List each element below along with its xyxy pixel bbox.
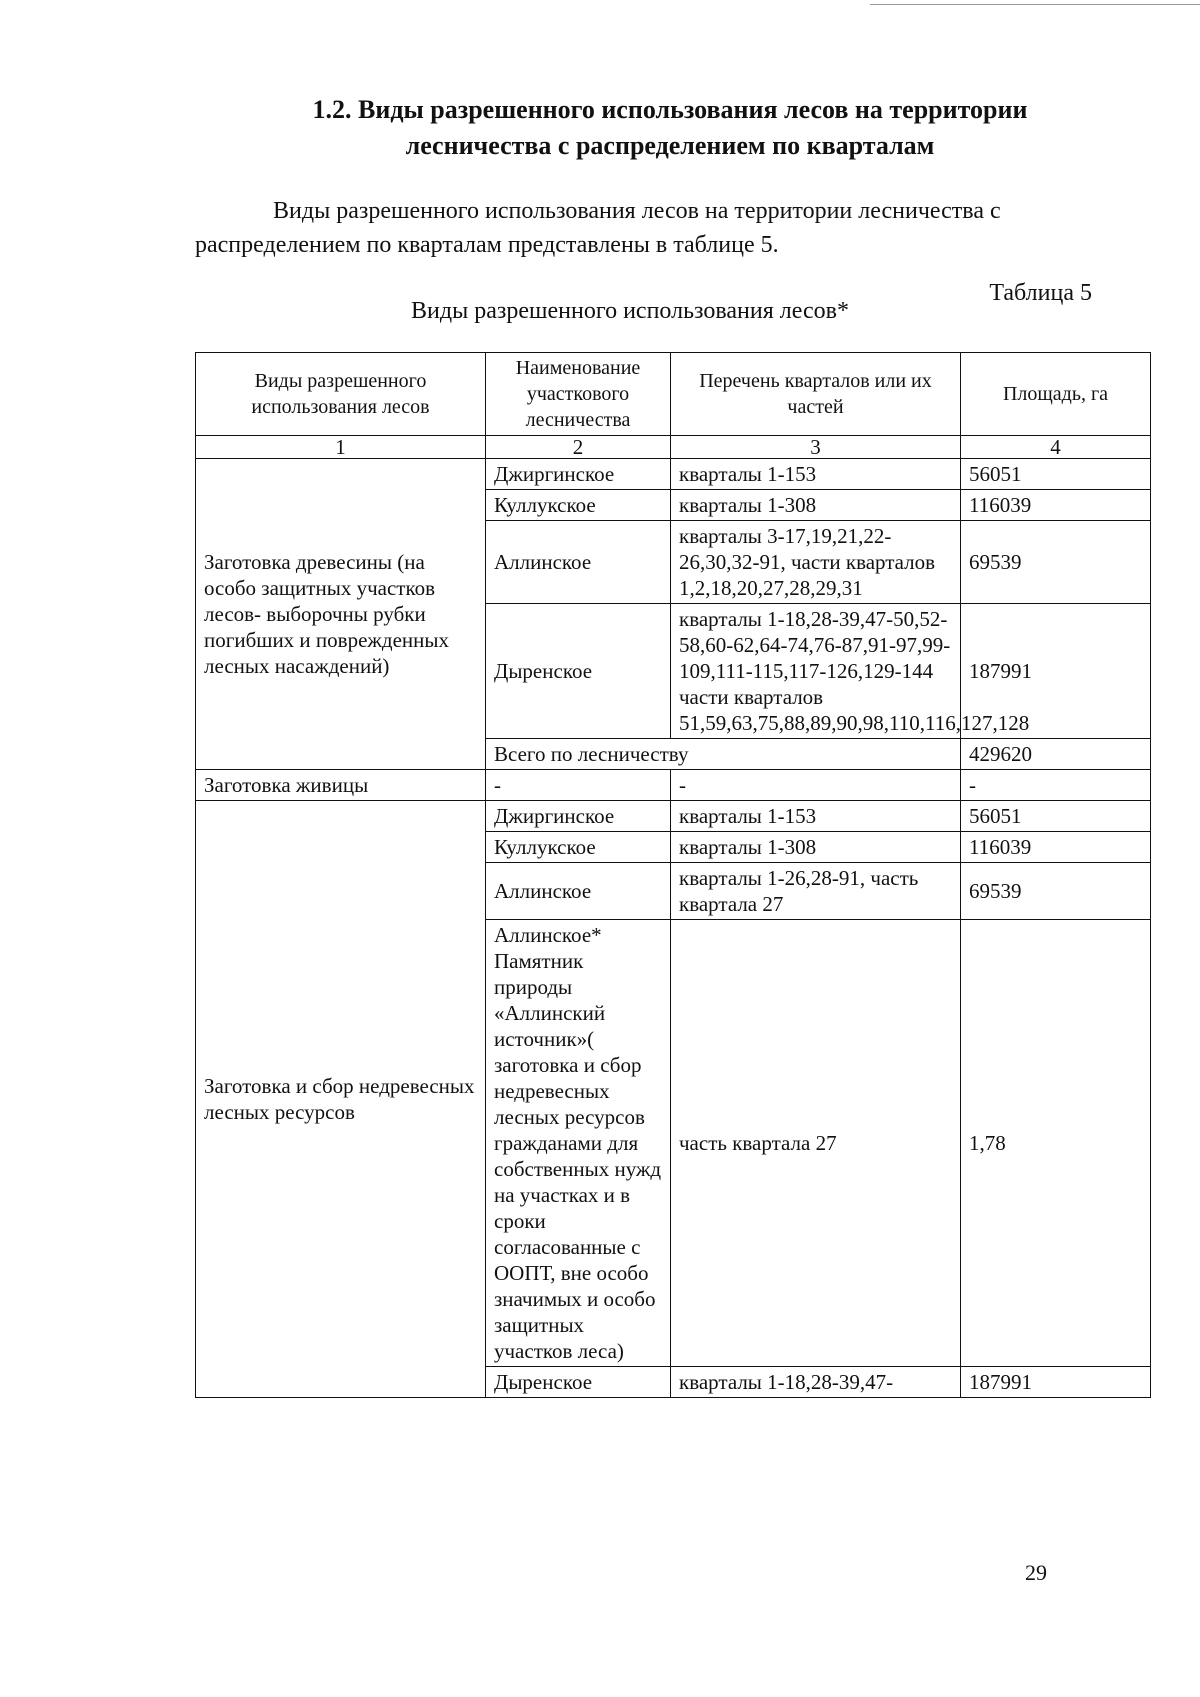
total-area: 429620 [961, 739, 1151, 770]
header-use-type: Виды разрешенного использования лесов [196, 353, 486, 436]
area-cell: 187991 [961, 604, 1151, 739]
use-type-cell: Заготовка и сбор недревесных лесных ресурсов [196, 801, 486, 1398]
section-heading [240, 92, 1100, 164]
uses-table [195, 352, 1151, 1398]
column-number: 1 [196, 436, 486, 459]
forestry-cell: Джиргинское [486, 459, 671, 490]
forestry-cell: Аллинское [486, 521, 671, 604]
forestry-cell: Аллинское* Памятник природы «Аллинский источник»( заготовка и сбор недревесных лесных ресурсов гражданами для собственных нужд на участках и в сроки согласованные с ООПТ, вне особо значимых и особо защитных участков леса) [486, 920, 671, 1367]
intro-text: Виды разрешенного использования лесов на территории лесничества с распределением по кварталам представлены в таблице 5. [195, 198, 1001, 258]
quarters-cell: кварталы 1-18,28-39,47-50,52-58,60-62,64-74,76-87,91-97,99-109,111-115,117-126,129-144 части кварталов 51,59,63,75,88,89,90,98,110,116,127,128 [671, 604, 961, 739]
table-label: Таблица 5 [989, 280, 1092, 306]
quarters-cell: часть квартала 27 [671, 920, 961, 1367]
area-cell: 69539 [961, 521, 1151, 604]
table-row [196, 770, 1151, 801]
area-cell: 116039 [961, 832, 1151, 863]
quarters-cell: кварталы 1-153 [671, 459, 961, 490]
quarters-cell: кварталы 1-153 [671, 801, 961, 832]
area-cell: 116039 [961, 490, 1151, 521]
header-quarters: Перечень кварталов или их частей [671, 353, 961, 436]
table-caption: Виды разрешенного использования лесов* [411, 298, 849, 324]
table-header-row [196, 353, 1151, 436]
intro-paragraph [195, 194, 1095, 262]
forestry-cell: Аллинское [486, 863, 671, 920]
forestry-cell: Куллукское [486, 832, 671, 863]
header-area: Площадь, га [961, 353, 1151, 436]
forestry-cell: Дыренское [486, 1367, 671, 1398]
use-type-cell: Заготовка живицы [196, 770, 486, 801]
page-number: 29 [1025, 1560, 1047, 1585]
header-forestry: Наименование участкового лесничества [486, 353, 671, 436]
area-cell: 1,78 [961, 920, 1151, 1367]
forestry-cell: Джиргинское [486, 801, 671, 832]
column-number: 2 [486, 436, 671, 459]
quarters-cell: кварталы 1-18,28-39,47- [671, 1367, 961, 1398]
column-number: 3 [671, 436, 961, 459]
quarters-cell: кварталы 3-17,19,21,22-26,30,32-91, части кварталов 1,2,18,20,27,28,29,31 [671, 521, 961, 604]
quarters-cell: кварталы 1-26,28-91, часть квартала 27 [671, 863, 961, 920]
section-heading-line2: лесничества с распределением по кварталам [405, 131, 935, 160]
area-cell: 187991 [961, 1367, 1151, 1398]
use-type-cell: Заготовка древесины (на особо защитных участков лесов- выборочны рубки погибших и поврежденных лесных насаждений) [196, 459, 486, 770]
quarters-cell: кварталы 1-308 [671, 490, 961, 521]
quarters-cell: кварталы 1-308 [671, 832, 961, 863]
forestry-cell: - [486, 770, 671, 801]
area-cell: - [961, 770, 1151, 801]
total-label: Всего по лесничеству [486, 739, 961, 770]
table-row [196, 801, 1151, 832]
area-cell: 56051 [961, 801, 1151, 832]
section-heading-line1: 1.2. Виды разрешенного использования лесов на территории [312, 95, 1028, 124]
quarters-cell: - [671, 770, 961, 801]
column-number: 4 [961, 436, 1151, 459]
area-cell: 69539 [961, 863, 1151, 920]
column-number-row [196, 436, 1151, 459]
forestry-cell: Куллукское [486, 490, 671, 521]
forestry-cell: Дыренское [486, 604, 671, 739]
top-rule [870, 4, 1200, 5]
area-cell: 56051 [961, 459, 1151, 490]
table-row [196, 459, 1151, 490]
